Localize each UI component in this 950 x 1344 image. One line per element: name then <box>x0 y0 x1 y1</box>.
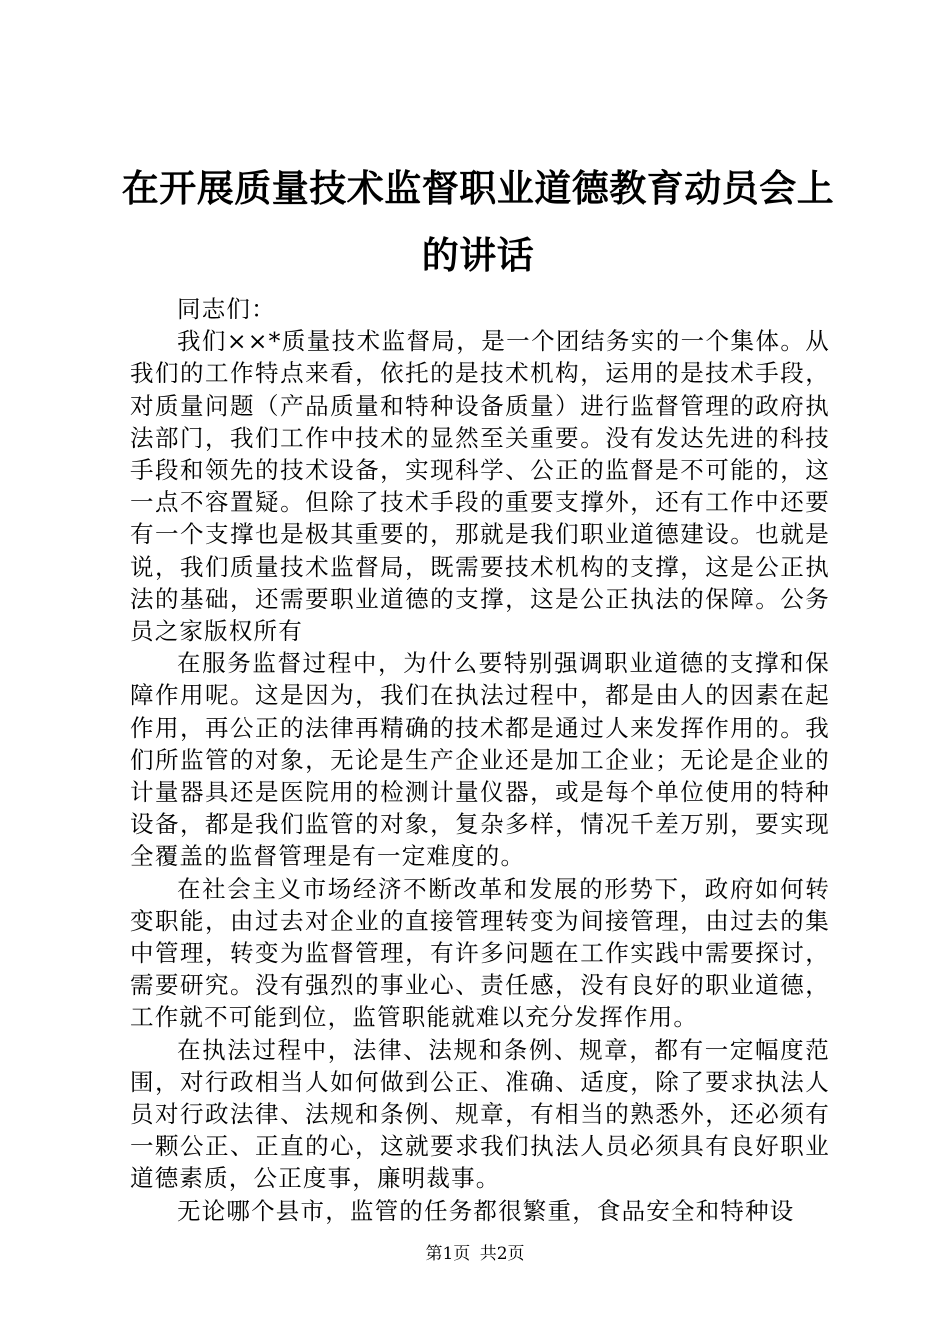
paragraph-1: 我们××*质量技术监督局，是一个团结务实的一个集体。从我们的工作特点来看，依托的是技术机构，运用的是技术手段，对质量问题（产品质量和特种设备质量）进行监督管理的政府执法部门，我们工作中技术的显然至关重要。没有发达先进的科技手段和领先的技术设备，实现科学、公正的监督是不可能的，这一点不容置疑。但除了技术手段的重要支撑外，还有工作中还要有一个支撑也是极其重要的，那就是我们职业道德建设。也就是说，我们质量技术监督局，既需要技术机构的支撑，这是公正执法的基础，还需要职业道德的支撑，这是公正执法的保障。公务员之家版权所有 <box>130 327 830 646</box>
paragraph-3: 在社会主义市场经济不断改革和发展的形势下，政府如何转变职能，由过去对企业的直接管理转变为间接管理，由过去的集中管理，转变为监督管理，有许多问题在工作实践中需要探讨，需要研究。没有强烈的事业心、责任感，没有良好的职业道德，工作就不可能到位，监管职能就难以充分发挥作用。 <box>130 874 830 1032</box>
salutation: 同志们： <box>177 295 276 323</box>
document-body <box>130 293 830 1227</box>
document-title: 在开展质量技术监督职业道德教育动员会上的讲话 <box>121 166 835 277</box>
page-total: 共2页 <box>479 1244 525 1264</box>
paragraph-2: 在服务监督过程中，为什么要特别强调职业道德的支撑和保障作用呢。这是因为，我们在执法过程中，都是由人的因素在起作用，再公正的法律再精确的技术都是通过人来发挥作用的。我们所监管的对象，无论是生产企业还是加工企业；无论是企业的计量器具还是医院用的检测计量仪器，或是每个单位使用的特种设备，都是我们监管的对象，复杂多样，情况千差万别，要实现全覆盖的监督管理是有一定难度的。 <box>130 649 830 871</box>
paragraph-4: 在执法过程中，法律、法规和条例、规章，都有一定幅度范围，对行政相当人如何做到公正、准确、适度，除了要求执法人员对行政法律、法规和条例、规章，有相当的熟悉外，还必须有一颗公正、正直的心，这就要求我们执法人员必须具有良好职业道德素质，公正度事，廉明裁事。 <box>130 1035 830 1193</box>
paragraph-5: 无论哪个县市，监管的任务都很繁重，食品安全和特种设 <box>177 1196 795 1225</box>
page-number: 第1页 <box>425 1244 471 1264</box>
page-footer <box>0 1242 950 1266</box>
